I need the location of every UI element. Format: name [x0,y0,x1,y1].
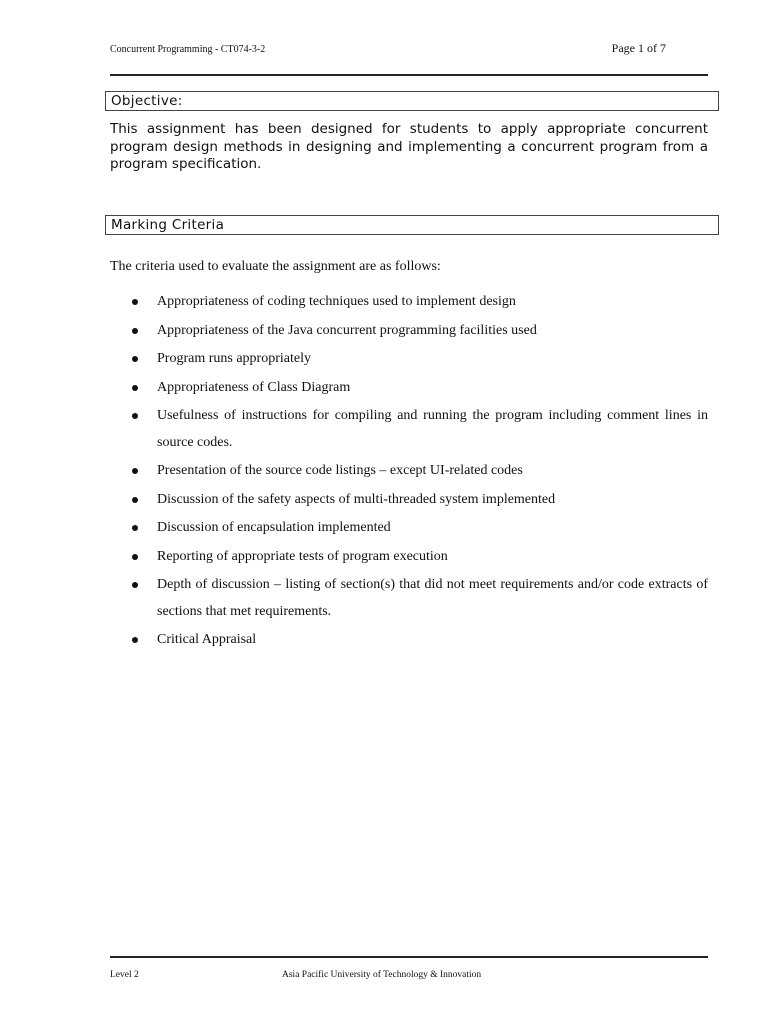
bullet-icon [132,356,138,362]
criteria-item [110,318,708,345]
page-footer [110,956,708,988]
objective-text: This assignment has been designed for students to apply appropriate concurrent program design methods in designing and implementing a concurrent program from a program specification. [110,121,708,172]
criteria-item [110,289,708,316]
criteria-item [110,487,708,514]
course-title: Concurrent Programming - CT074-3-2 [110,44,266,55]
criteria-intro: The criteria used to evaluate the assignment are as follows: [110,259,441,274]
bullet-icon [132,554,138,560]
bullet-icon [132,497,138,503]
criteria-item [110,572,708,625]
criteria-list [110,289,708,656]
criteria-item-text: Presentation of the source code listings – except UI-related codes [157,463,523,478]
objective-heading: Objective: [105,91,719,111]
bullet-icon [132,328,138,334]
bullet-icon [132,413,138,419]
criteria-item [110,544,708,571]
criteria-item [110,458,708,485]
criteria-item-text: Discussion of encapsulation implemented [157,520,391,535]
page-header [110,40,708,76]
marking-criteria-heading: Marking Criteria [105,215,719,235]
bullet-icon [132,468,138,474]
bullet-icon [132,525,138,531]
criteria-item [110,627,708,654]
criteria-item-text: Reporting of appropriate tests of program execution [157,548,448,564]
criteria-item [110,346,708,373]
criteria-item-text: Appropriateness of coding techniques used to implement design [157,294,516,309]
criteria-item [110,403,708,456]
criteria-item-text: Usefulness of instructions for compiling and running the program including comment lines in source codes. [157,408,708,450]
bullet-icon [132,582,138,588]
criteria-item-text: Critical Appraisal [157,632,257,647]
criteria-item-text: Appropriateness of the Java concurrent programming facilities used [157,322,537,338]
level-label: Level 2 [110,970,139,980]
criteria-item-text: Discussion of the safety aspects of multi-threaded system implemented [157,491,556,507]
criteria-item-text: Appropriateness of Class Diagram [157,379,351,395]
bullet-icon [132,299,138,305]
institution-name: Asia Pacific University of Technology & Innovation [282,970,482,980]
page-number: Page 1 of 7 [611,41,666,55]
criteria-item-text: Program runs appropriately [157,351,311,366]
bullet-icon [132,385,138,391]
criteria-item [110,515,708,542]
criteria-item [110,375,708,402]
bullet-icon [132,637,138,643]
criteria-item-text: Depth of discussion – listing of section(s) that did not meet requirements and/or code extracts of sections that met requirements. [157,577,708,619]
